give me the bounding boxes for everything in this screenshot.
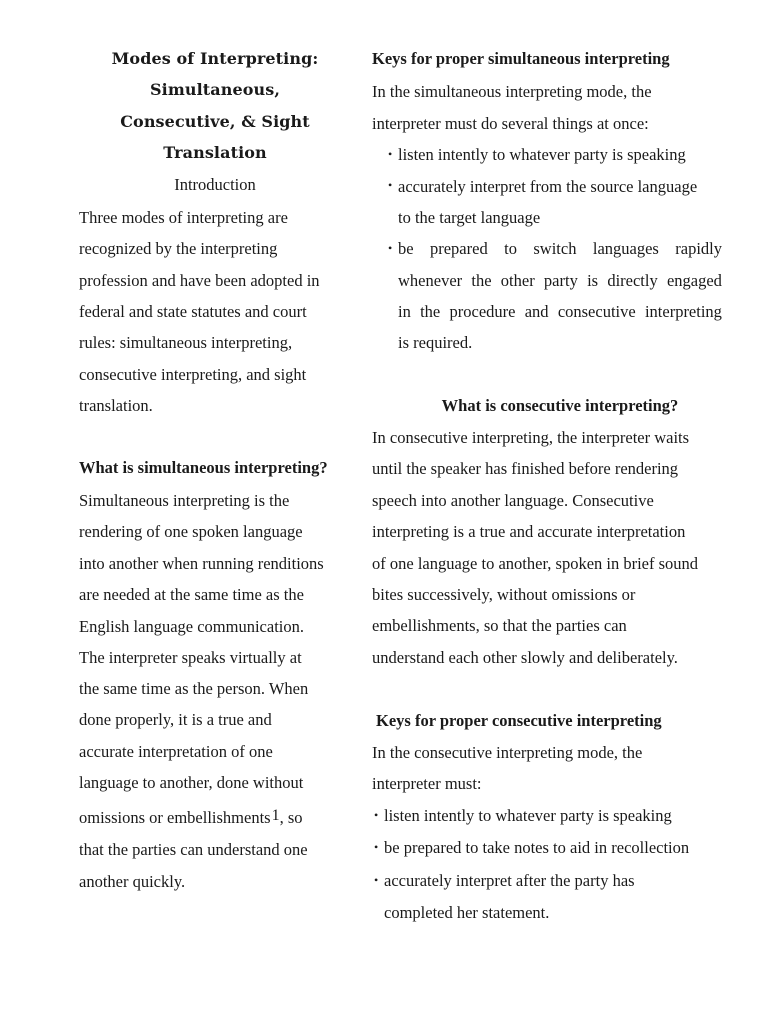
simultaneous-heading: What is simultaneous interpreting? (79, 458, 328, 477)
bullet-word: the (471, 271, 492, 290)
keys-simultaneous-intro-line: In the simultaneous interpreting mode, the (372, 82, 652, 101)
intro-paragraph-line: Three modes of interpreting are (79, 208, 288, 227)
bullet-marker: • (374, 840, 379, 854)
consecutive-paragraph-line: interpreting is a true and accurate interpretation (372, 522, 686, 541)
bullet-word: switch (533, 239, 577, 258)
bullet-word: rapidly (675, 239, 722, 258)
document-title-line-2: Simultaneous, (149, 80, 281, 99)
document-title-line-1: Modes of Interpreting: (111, 49, 319, 68)
bullet-text: is required. (398, 333, 473, 352)
simultaneous-paragraph-line: are needed at the same time as the (79, 585, 304, 604)
document-title-line-3: Consecutive, & Sight (120, 112, 310, 131)
bullet-text: listen intently to whatever party is speaking (384, 806, 672, 825)
simultaneous-paragraph-line: another quickly. (79, 872, 186, 891)
consecutive-paragraph-line: In consecutive interpreting, the interpreter waits (372, 428, 690, 447)
consecutive-paragraph-line: of one language to another, spoken in brief sound (372, 554, 699, 573)
consecutive-paragraph-line: understand each other slowly and deliberately. (372, 648, 678, 667)
footnote-line-tail: , so (279, 808, 303, 827)
bullet-word: consecutive (557, 302, 636, 321)
intro-paragraph-line: federal and state statutes and court (79, 302, 307, 321)
bullet-word: to (504, 239, 517, 258)
footnote-line-text: omissions or embellishments (79, 808, 271, 827)
simultaneous-paragraph-line: Simultaneous interpreting is the (79, 491, 290, 510)
bullet-text: accurately interpret from the source language (398, 177, 698, 196)
simultaneous-paragraph-line: into another when running renditions (79, 554, 324, 573)
intro-paragraph-line: profession and have been adopted in (79, 271, 320, 290)
bullet-text: be prepared to take notes to aid in recollection (384, 838, 690, 857)
simultaneous-paragraph-line: done properly, it is a true and (79, 710, 272, 729)
keys-consecutive-intro-line: interpreter must: (372, 774, 482, 793)
bullet-text: completed her statement. (384, 903, 550, 922)
bullet-word: interpreting (644, 302, 722, 321)
simultaneous-paragraph-line: accurate interpretation of one (79, 742, 273, 761)
bullet-text-justified (398, 271, 722, 291)
intro-paragraph-line: translation. (79, 396, 153, 415)
simultaneous-paragraph-line: that the parties can understand one (79, 840, 308, 859)
consecutive-heading: What is consecutive interpreting? (441, 396, 679, 415)
simultaneous-paragraph-line: English language communication. (79, 617, 304, 636)
bullet-word: whenever (398, 271, 463, 290)
consecutive-paragraph-line: embellishments, so that the parties can (372, 616, 627, 635)
keys-simultaneous-intro-line: interpreter must do several things at once: (372, 114, 649, 133)
bullet-marker: • (388, 178, 393, 192)
bullet-word: languages (592, 239, 659, 258)
bullet-marker: • (374, 808, 379, 822)
bullet-word: in (398, 302, 411, 321)
bullet-marker: • (374, 873, 379, 887)
simultaneous-paragraph-line: The interpreter speaks virtually at (79, 648, 302, 667)
bullet-word: directly (607, 271, 658, 290)
intro-paragraph-line: recognized by the interpreting (79, 239, 278, 258)
bullet-text-justified (398, 302, 722, 322)
bullet-word: other (500, 271, 535, 290)
bullet-marker: • (388, 241, 393, 255)
simultaneous-paragraph-line: rendering of one spoken language (79, 522, 303, 541)
bullet-word: party (543, 271, 578, 290)
intro-paragraph-line: consecutive interpreting, and sight (79, 365, 307, 384)
intro-paragraph-line: rules: simultaneous interpreting, (79, 333, 293, 352)
bullet-word: engaged (666, 271, 722, 290)
bullet-text: listen intently to whatever party is speaking (398, 145, 686, 164)
simultaneous-paragraph-line: language to another, done without (79, 773, 304, 792)
footnote-marker[interactable]: 1 (271, 807, 280, 824)
consecutive-paragraph-line: until the speaker has finished before rendering (372, 459, 679, 478)
bullet-text: to the target language (398, 208, 541, 227)
document-title-line-4: Translation (163, 143, 267, 162)
keys-consecutive-heading: Keys for proper consecutive interpreting (376, 711, 662, 730)
bullet-word: is (587, 271, 599, 290)
bullet-word: the (420, 302, 441, 321)
simultaneous-paragraph-line: the same time as the person. When (79, 679, 309, 698)
bullet-text-justified (398, 239, 722, 259)
bullet-marker: • (388, 147, 393, 161)
consecutive-paragraph-line: bites successively, without omissions or (372, 585, 636, 604)
bullet-word: prepared (429, 239, 488, 258)
bullet-text: accurately interpret after the party has (384, 871, 635, 890)
section-subtitle-introduction: Introduction (174, 175, 256, 194)
bullet-word: procedure (449, 302, 516, 321)
bullet-word: and (524, 302, 549, 321)
consecutive-paragraph-line: speech into another language. Consecutive (372, 491, 654, 510)
simultaneous-paragraph-line-with-footnote (79, 808, 303, 829)
keys-simultaneous-heading: Keys for proper simultaneous interpreting (372, 49, 670, 68)
bullet-word: be (398, 239, 414, 258)
keys-consecutive-intro-line: In the consecutive interpreting mode, the (372, 743, 643, 762)
